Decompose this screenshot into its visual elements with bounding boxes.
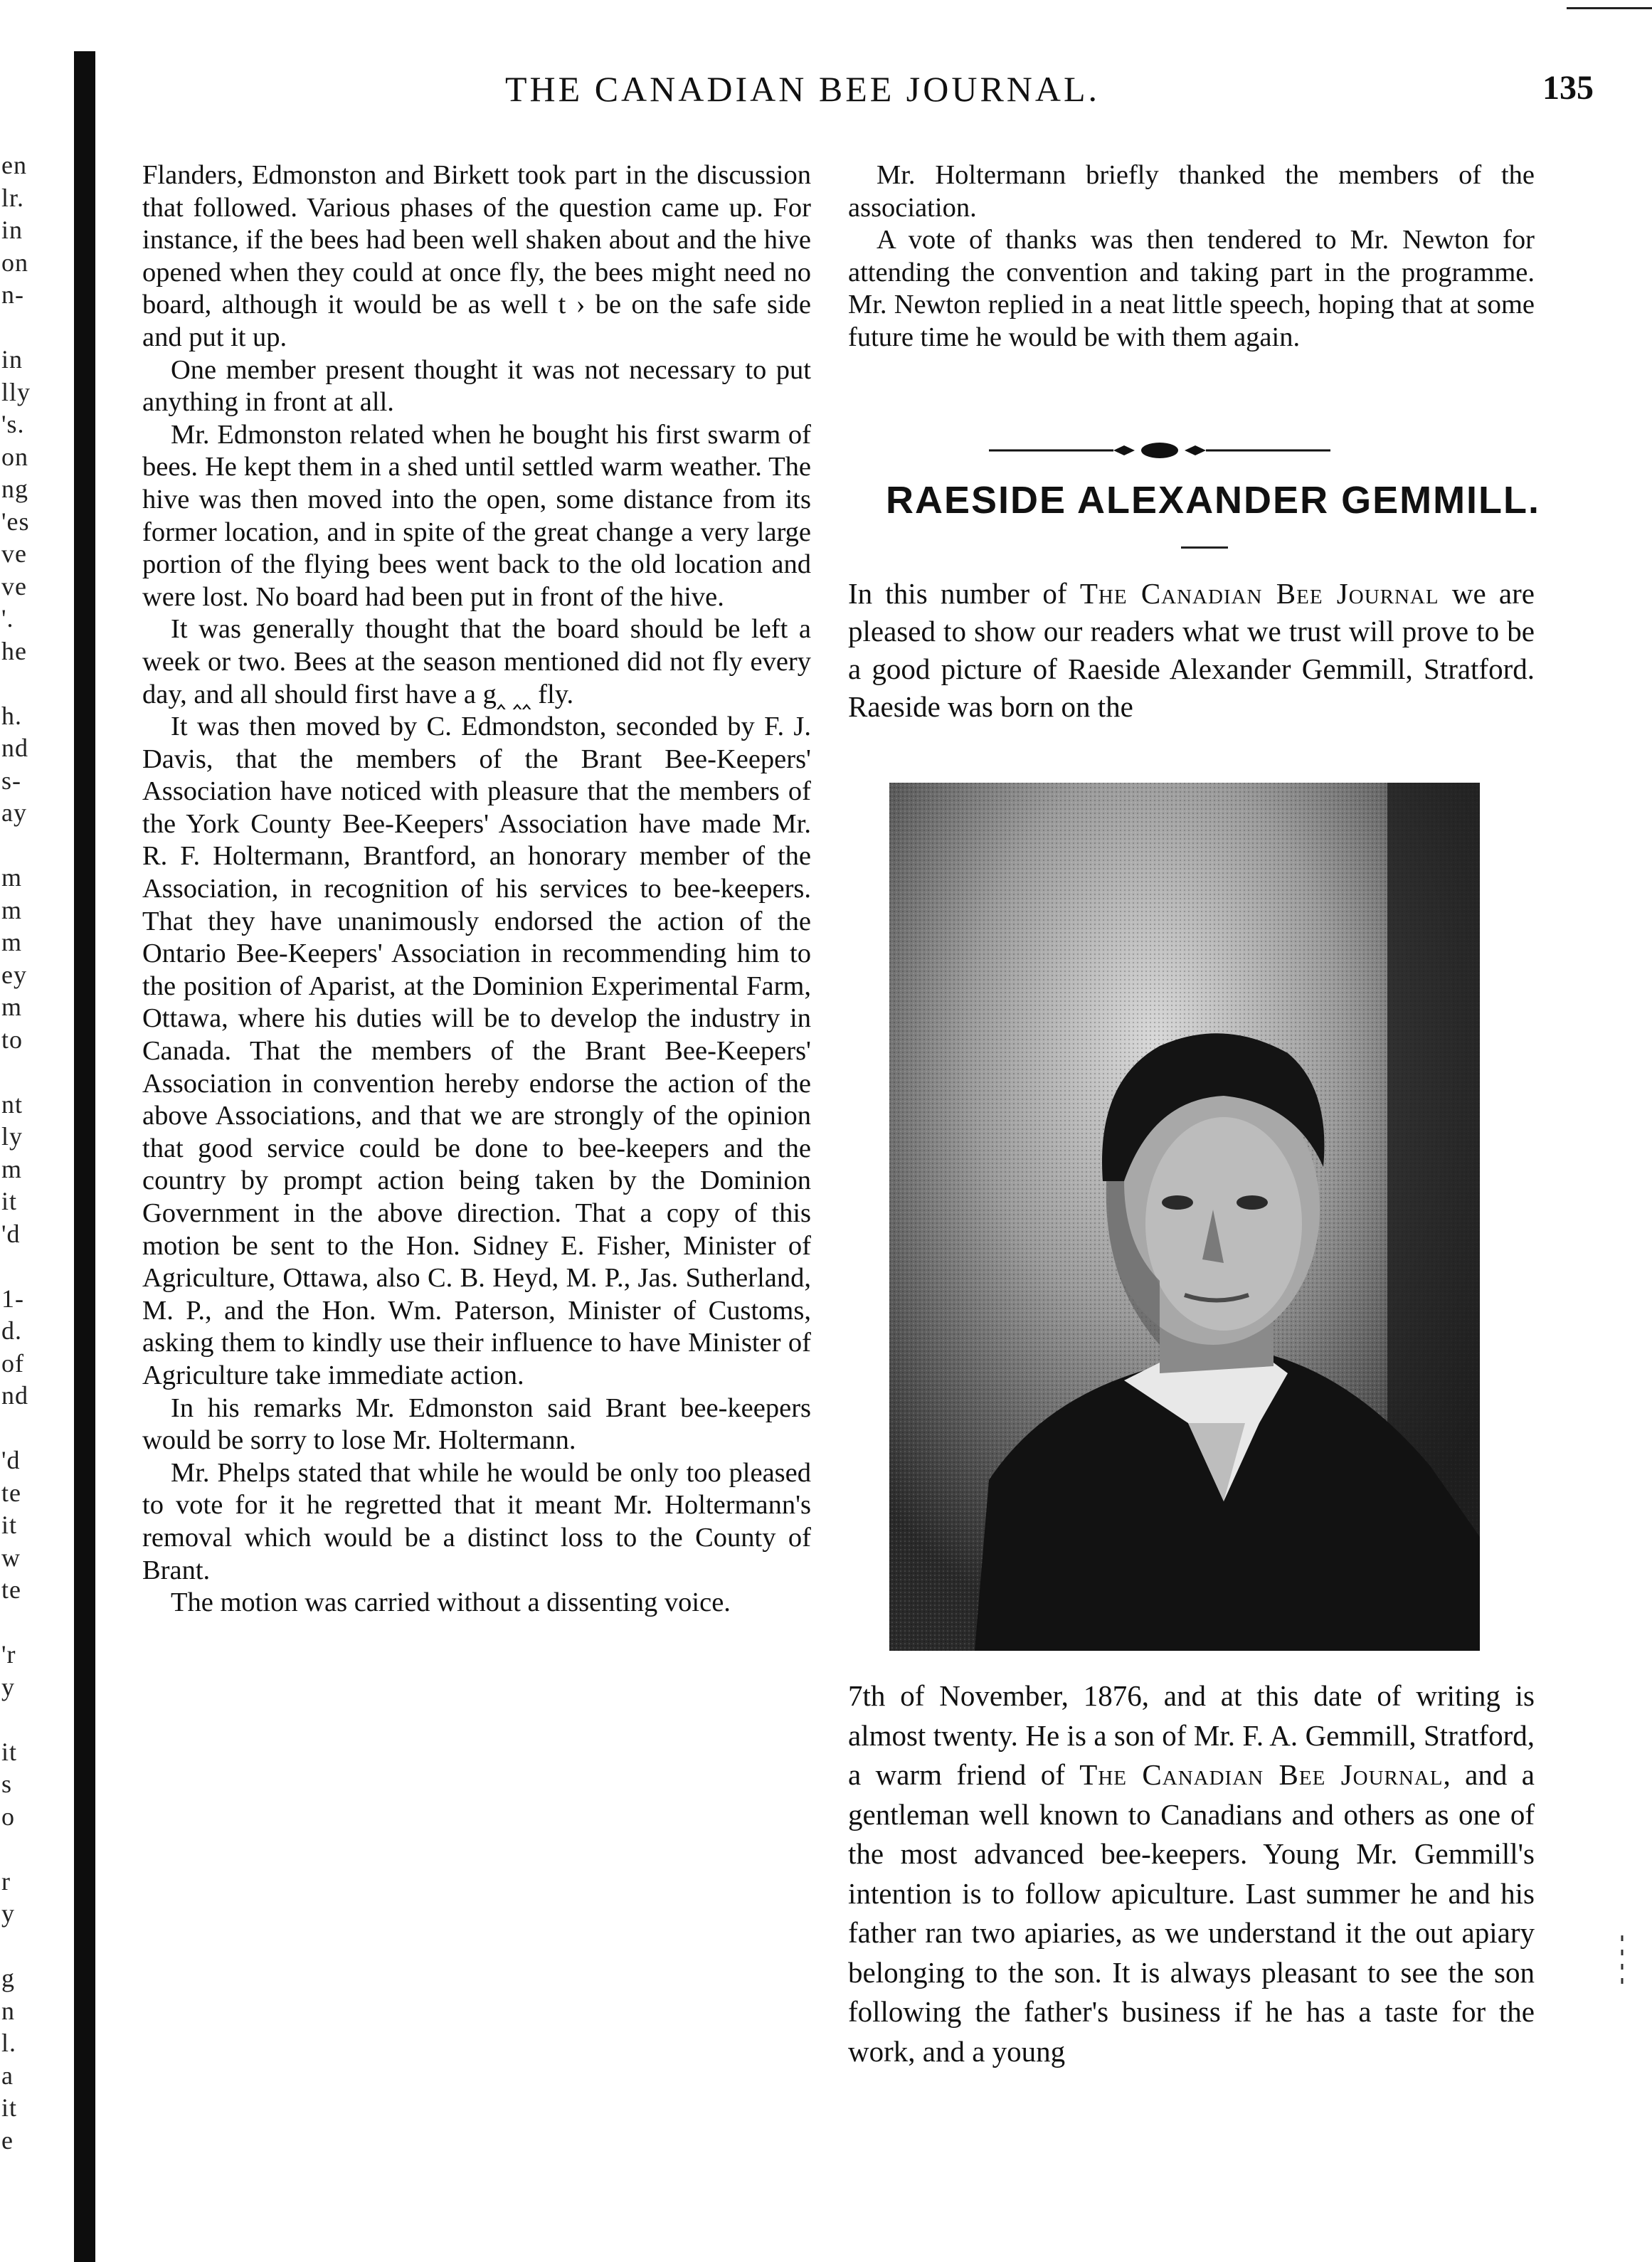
- margin-fragment: it: [1, 1187, 18, 1215]
- page-number: 135: [1542, 69, 1594, 107]
- margin-fragment: nd: [1, 1381, 28, 1410]
- section-ornament: [989, 440, 1330, 461]
- article-intro: [848, 575, 1535, 726]
- left-paragraph-6: In his remarks Mr. Edmonston said Brant bee-keepers would be sorry to lose Mr. Holtermann.: [142, 1392, 811, 1456]
- right-edge-marks: [1615, 1935, 1629, 1992]
- margin-fragment: [1, 1250, 65, 1283]
- binding-bar: [74, 51, 95, 2262]
- margin-fragment: [1, 830, 65, 862]
- margin-fragment: ng: [1, 475, 28, 503]
- article-continuation: [848, 1676, 1535, 2071]
- left-paragraph-3: Mr. Edmonston related when he bought his first swarm of bees. He kept them in a shed until settled warm weather. The hive was then moved into the open, some distance from its former location, and in spite of the great change a very large portion of the flying bees went back to the old location and were lost. No board had been put in front of the hive.: [142, 419, 811, 612]
- margin-fragment: [1, 1703, 65, 1736]
- margin-fragment: n-: [1, 280, 24, 309]
- left-paragraph-1: Flanders, Edmonston and Birkett took part in the discussion that followed. Various phases of the question came up. For instance, if the bees had been well shaken about and the hive opened when they could at once fly, the bees might need no board, although it would be as well t › be on the safe side and put it up.: [142, 160, 811, 352]
- margin-fragment: '.: [1, 604, 14, 633]
- continuation-journal-name: The Canadian Bee Journal: [1079, 1758, 1444, 1791]
- left-paragraph-4: It was generally thought that the board should be left a week or two. Bees at the season mentioned did not fly every day, and all should first have a g‸ ‸‸ fly.: [142, 614, 811, 709]
- margin-fragment: 'es: [1, 507, 30, 536]
- article-title: RAESIDE ALEXANDER GEMMILL.: [886, 479, 1541, 522]
- margin-fragment: 'd: [1, 1219, 21, 1248]
- margin-fragment: it: [1, 2093, 18, 2122]
- margin-fragment: on: [1, 442, 28, 471]
- margin-fragment: of: [1, 1348, 24, 1378]
- margin-fragment: o: [1, 1802, 15, 1831]
- margin-fragment: [1, 667, 65, 700]
- margin-fragment: 1-: [1, 1284, 24, 1313]
- margin-fragment: it: [1, 1737, 18, 1766]
- intro-journal-name: The Canadian Bee Journal: [1079, 577, 1439, 610]
- right-column-top: [848, 159, 1535, 354]
- margin-fragment: in: [1, 216, 23, 244]
- margin-fragment: s-: [1, 766, 21, 795]
- left-paragraph-2: One member present thought it was not necessary to put anything in front at all.: [142, 354, 811, 418]
- margin-fragment: ve: [1, 571, 27, 601]
- page-header: [107, 68, 1601, 118]
- title-underline: [1181, 546, 1228, 549]
- margin-fragment: [1, 2189, 65, 2222]
- margin-fragment: 's.: [1, 410, 25, 438]
- margin-fragment: m: [1, 928, 23, 956]
- continuation-text-before: 7th of November, 1876, and at this date of writing is almost twenty. He is a son of Mr. F. A. Gemmill, Stratford, a warm friend of: [848, 1679, 1535, 1791]
- margin-fragment: m: [1, 863, 23, 892]
- margin-fragment: nd: [1, 734, 28, 762]
- margin-fragment: n: [1, 1996, 15, 2025]
- margin-fragment: lly: [1, 377, 31, 406]
- margin-fragment: m: [1, 895, 23, 924]
- margin-fragment: m: [1, 1154, 23, 1183]
- left-paragraph-8: The motion was carried without a dissenting voice.: [171, 1587, 731, 1618]
- intro-text-after: we are pleased to show our readers what we trust will prove to be a good picture of Raeside Alexander Gemmill, Stratford. Raeside was born on the: [848, 577, 1535, 723]
- margin-fragment: ey: [1, 960, 27, 989]
- margin-fragment: he: [1, 636, 27, 665]
- margin-fragment: [1, 1930, 65, 1963]
- margin-fragment: te: [1, 1575, 21, 1604]
- margin-fragment: e: [1, 2125, 14, 2155]
- margin-fragment: on: [1, 248, 28, 277]
- margin-fragment: [1, 1833, 65, 1866]
- margin-fragment: [1, 312, 65, 344]
- margin-fragment: 'r: [1, 1640, 16, 1669]
- left-paragraph-7: Mr. Phelps stated that while he would be only too pleased to vote for it he regretted that it meant Mr. Holtermann's removal which would be a distinct loss to the County of Brant.: [142, 1457, 811, 1585]
- margin-fragment: [1, 1056, 65, 1089]
- margin-fragment: [1, 1412, 65, 1445]
- right-paragraph-1: Mr. Holtermann briefly thanked the members of the association.: [848, 160, 1535, 223]
- intro-text-before: In this number of: [848, 577, 1080, 610]
- margin-fragment: ay: [1, 798, 27, 827]
- margin-fragment: ly: [1, 1122, 23, 1151]
- facing-page-margin-fragments: [1, 149, 65, 2213]
- portrait-photo: [889, 783, 1480, 1651]
- margin-fragment: r: [1, 1866, 11, 1896]
- margin-fragment: [1, 2157, 65, 2189]
- margin-fragment: l.: [1, 2029, 17, 2057]
- left-column: [142, 159, 811, 1619]
- margin-fragment: lr.: [1, 183, 25, 212]
- margin-fragment: d.: [1, 1316, 22, 1345]
- margin-fragment: it: [1, 1511, 18, 1539]
- margin-fragment: en: [1, 151, 27, 179]
- margin-fragment: te: [1, 1478, 21, 1507]
- margin-fragment: h.: [1, 701, 22, 730]
- margin-fragment: a: [1, 2061, 14, 2090]
- continuation-text-after: , and a gentleman well known to Canadians and others as one of the most advanced bee-keepers. Young Mr. Gemmill's intention is to follow apiculture. Last summer he and his father ran two apiaries, as we understand it the out apiary belonging to the son. It is always pleasant to see the son following the father's business if he has a taste for the work, and a young: [848, 1758, 1535, 2068]
- margin-fragment: s: [1, 1770, 13, 1798]
- margin-fragment: [1, 1607, 65, 1639]
- left-paragraph-5: It was then moved by C. Edmondston, seconded by F. J. Davis, that the members of the Brant Bee-Keepers' Association have noticed with pleasure that the members of the York County Bee-Keepers' Association have made Mr. R. F. Holtermann, Brantford, an honorary member of the Association, in recognition of his services to bee-keepers. That they have unanimously endorsed the action of the Ontario Bee-Keepers' Association in recommending him to the position of Aparist, at the Dominion Experimental Farm, Ottawa, where his duties will be to develop the industry in Canada. That the members of the Brant Bee-Keepers' Association in convention hereby endorse the action of the above Associations, and that we are strongly of the opinion that good service could be done to bee-keepers and the country by prompt action being taken by the Dominion Government in the above direction. That a copy of this motion be sent to the Hon. Sidney E. Fisher, Minister of Agriculture, Ottawa, also C. B. Heyd, M. P., Jas. Sutherland, M. P., and the Hon. Wm. Paterson, Minister of Customs, asking them to kindly use their influence to have Minister of Agriculture take immediate action.: [142, 712, 811, 1390]
- margin-fragment: g: [1, 1964, 15, 1992]
- margin-fragment: nt: [1, 1089, 23, 1119]
- margin-fragment: 'd: [1, 1446, 21, 1474]
- margin-fragment: to: [1, 1025, 23, 1054]
- journal-title: THE CANADIAN BEE JOURNAL.: [505, 69, 1101, 109]
- right-paragraph-2: A vote of thanks was then tendered to Mr. Newton for attending the convention and taking part in the programme. Mr. Newton replied in a neat little speech, hoping that at some future time he would be with them again.: [848, 225, 1535, 352]
- margin-fragment: y: [1, 1672, 15, 1701]
- margin-fragment: y: [1, 1899, 15, 1928]
- margin-fragment: w: [1, 1543, 21, 1572]
- margin-fragment: in: [1, 345, 23, 374]
- margin-fragment: m: [1, 993, 23, 1021]
- top-edge-rule: [1567, 7, 1652, 9]
- margin-fragment: ve: [1, 539, 27, 568]
